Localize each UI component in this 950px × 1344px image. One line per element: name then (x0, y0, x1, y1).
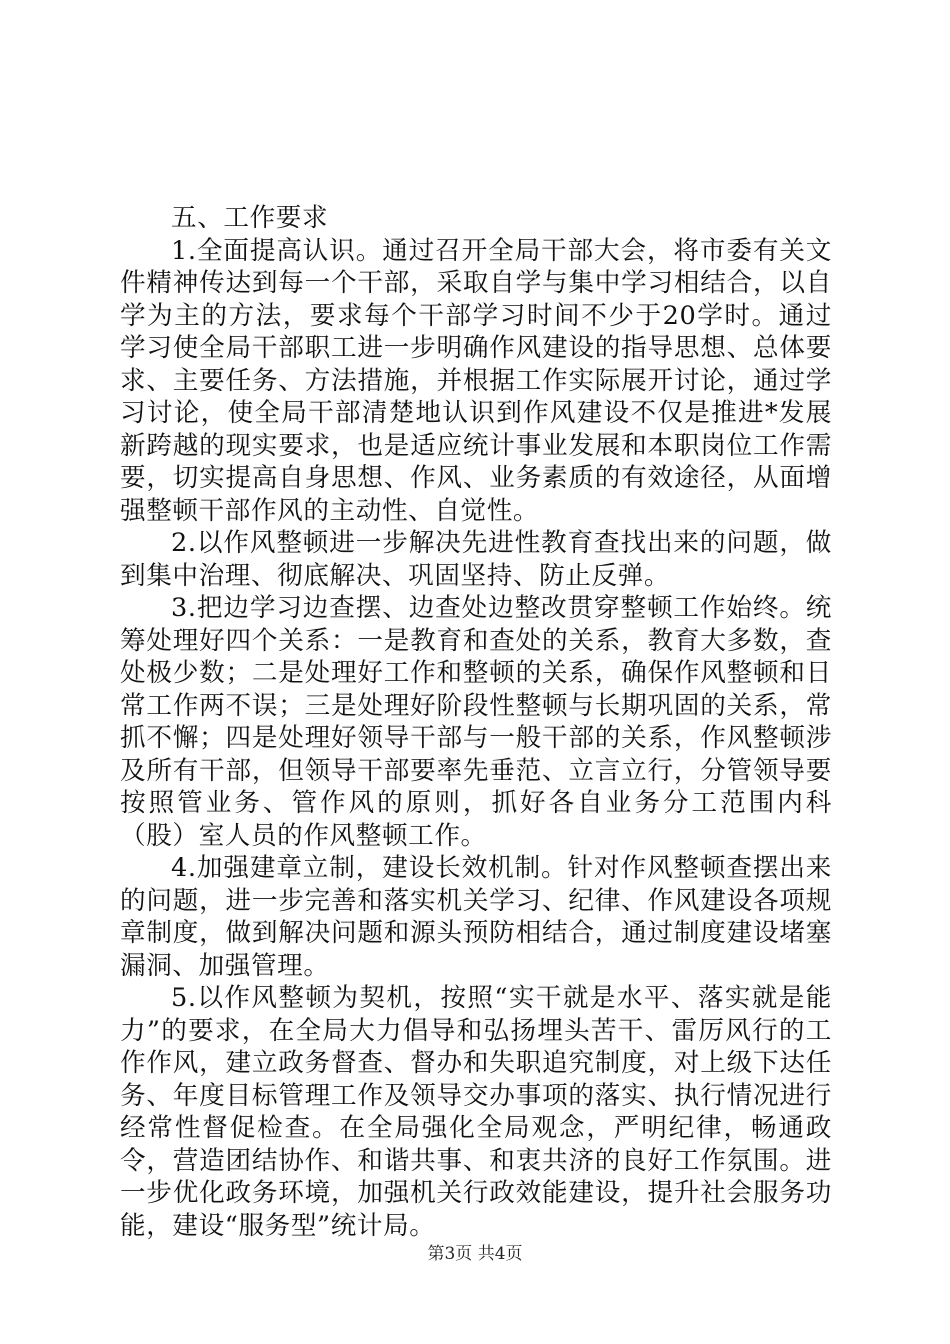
document-body (120, 202, 832, 1242)
section-heading: 五、工作要求 (171, 203, 329, 233)
paragraph-3: 3.把边学习边查摆、边查处边整改贯穿整顿工作始终。统筹处理好四个关系：一是教育和查处的关系，教育大多数，查处极少数；二是处理好工作和整顿的关系，确保作风整顿和日常工作两不误；三是处理好阶段性整顿与长期巩固的关系，常抓不懈；四是处理好领导干部与一般干部的关系，作风整顿涉及所有干部，但领导干部要率先垂范、立言立行，分管领导要按照管业务、管作风的原则，抓好各自业务分工范围内科（股）室人员的作风整顿工作。 (120, 593, 832, 851)
paragraph-4: 4.加强建章立制，建设长效机制。针对作风整顿查摆出来的问题，进一步完善和落实机关学习、纪律、作风建设各项规章制度，做到解决问题和源头预防相结合，通过制度建设堵塞漏洞、加强管理。 (120, 853, 832, 981)
paragraph-5: 5.以作风整顿为契机，按照“实干就是水平、落实就是能力”的要求，在全局大力倡导和弘扬埋头苦干、雷厉风行的工作作风，建立政务督查、督办和失职追究制度，对上级下达任务、年度目标管理工作及领导交办事项的落实、执行情况进行经常性督促检查。在全局强化全局观念，严明纪律，畅通政令，营造团结协作、和谐共事、和衷共济的良好工作氛围。进一步优化政务环境，加强机关行政效能建设，提升社会服务功能，建设“服务型”统计局。 (120, 983, 832, 1241)
paragraph-2: 2.以作风整顿进一步解决先进性教育查找出来的问题，做到集中治理、彻底解决、巩固坚持、防止反弹。 (120, 528, 832, 591)
page-number-footer: 第3页 共4页 (427, 1244, 523, 1264)
paragraph-1: 1.全面提高认识。通过召开全局干部大会，将市委有关文件精神传达到每一个干部，采取自学与集中学习相结合，以自学为主的方法，要求每个干部学习时间不少于20学时。通过学习使全局干部职工进一步明确作风建设的指导思想、总体要求、主要任务、方法措施，并根据工作实际展开讨论，通过学习讨论，使全局干部清楚地认识到作风建设不仅是推进*发展新跨越的现实要求，也是适应统计事业发展和本职岗位工作需要，切实提高自身思想、作风、业务素质的有效途径，从面增强整顿干部作风的主动性、自觉性。 (120, 235, 832, 526)
